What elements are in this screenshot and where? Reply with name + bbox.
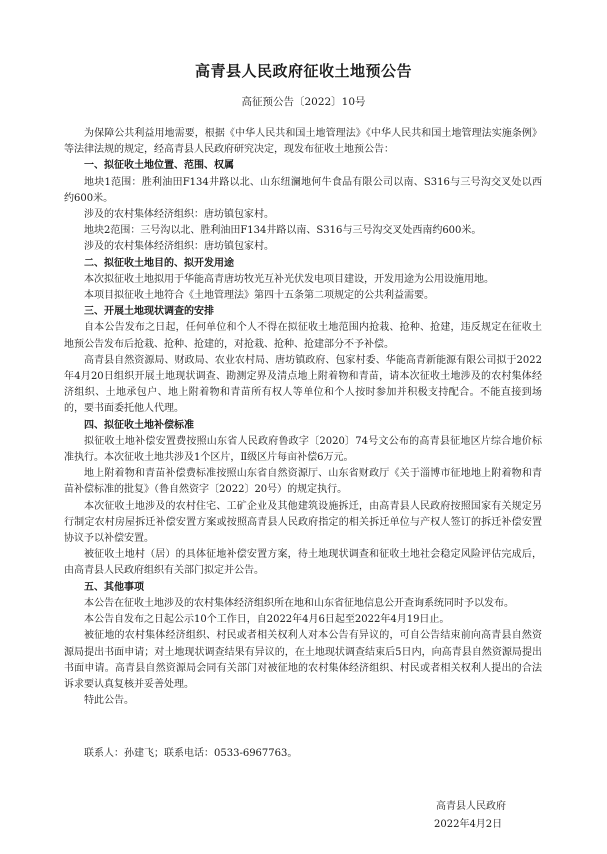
paragraph: 涉及的农村集体经济组织：唐坊镇包家村。: [84, 209, 274, 221]
paragraph: 被征收土地村（居）的具体征地补偿安置方案，待土地现状调查和征收土地社会稳定风险评估完成后，由高青县人民政府组织有关部门拟定并公告。: [64, 549, 542, 577]
paragraph: 拟征收土地补偿安置费按照山东省人民政府鲁政字〔2020〕74号文公布的高青县征地区片综合地价标准执行。本次征收土地共涉及1个区片，Ⅱ级区片每亩补偿6万元。: [64, 435, 542, 464]
section-heading: 四、拟征收土地补偿标准: [84, 419, 194, 431]
section-heading: 五、其他事项: [84, 581, 144, 593]
paragraph: 本次拟征收土地拟用于华能高青唐坊牧光互补光伏发电项目建设，开发用途为公用设施用地。: [84, 273, 494, 285]
paragraph: 特此公告。: [84, 695, 134, 707]
paragraph: 高青县自然资源局、财政局、农业农村局、唐坊镇政府、包家村委、华能高青新能源有限公司拟于2022年4月20日组织开展土地现状调查、勘测定界及清点地上附着物和青苗，请本次征收土地涉及的农村集体经济组织、土地承包户、地上附着物和青苗所有权人等单位和个人按时参加并积极支持配合。不能直接到场的，要书面委托他人代理。: [64, 354, 542, 415]
signature-date: 2022年4月2日: [434, 819, 503, 830]
paragraph: 本公告自发布之日起公示10个工作日，自2022年4月6日起至2022年4月19日止。: [84, 614, 450, 626]
section-heading: 三、开展土地现状调查的安排: [84, 306, 214, 318]
paragraph: 被征地的农村集体经济组织、村民或者相关权利人对本公告有异议的，可自公告结束前向高青县自然资源局提出书面申请；对土地现状调查结果有异议的，在土地现状调查结束后5日内，向高青县自然资源局提出书面申请。高青县自然资源局会同有关部门对被征地的农村集体经济组织、村民或者相关权利人提出的合法诉求要认真复核并妥善处理。: [64, 630, 542, 690]
paragraph: 涉及的农村集体经济组织：唐坊镇包家村。: [84, 241, 274, 253]
paragraph: 地块1范围：胜利油田F134井路以北、山东纽澜地何牛食品有限公司以南、S316与三号沟交叉处以西约600米。: [64, 176, 542, 204]
paragraph: 本次征收土地涉及的农村住宅、工矿企业及其他建筑设施拆迁，由高青县人民政府按照国家有关规定另行制定农村房屋拆迁补偿安置方案或按照高青县人民政府指定的相关拆迁单位与产权人签订的拆迁补偿安置协议予以补偿安置。: [64, 500, 542, 545]
paragraph: 自本公告发布之日起，任何单位和个人不得在拟征收土地范围内抢栽、抢种、抢建，违反规定在征收土地预公告发布后抢栽、抢种、抢建的，对抢栽、抢种、抢建部分不予补偿。: [64, 322, 542, 350]
paragraph: 地块2范围：三号沟以北、胜利油田F134井路以南、S316与三号沟交叉处西南约600米。: [84, 225, 482, 237]
paragraph: 为保障公共利益用地需要，根据《中华人民共和国土地管理法》《中华人民共和国土地管理法实施条例》等法律法规的规定，经高青县人民政府研究决定，现发布征收土地预公告：: [64, 128, 542, 156]
section-heading: 二、拟征收土地目的、拟开发用途: [84, 257, 234, 269]
signature-organization: 高青县人民政府: [436, 801, 506, 812]
paragraph: 本项目拟征收土地符合《土地管理法》第四十五条第二项规定的公共利益需要。: [84, 290, 434, 302]
paragraph: 本公告在征收土地涉及的农村集体经济组织所在地和山东省征地信息公开查询系统同时予以发布。: [84, 597, 514, 609]
contact-info: 联系人：孙建飞；联系电话：0533-6967763。: [84, 748, 298, 759]
paragraph: 地上附着物和青苗补偿费标准按照山东省自然资源厅、山东省财政厅《关于淄博市征地地上附着物和青苗补偿标准的批复》（鲁自然资字〔2022〕20号）的规定执行。: [64, 468, 542, 496]
document-number: 高征预公告〔2022〕10号: [241, 96, 366, 108]
notice-title: 高青县人民政府征收土地预公告: [194, 62, 412, 80]
notice-body: [64, 126, 542, 709]
section-heading: 一、拟征收土地位置、范围、权属: [84, 160, 234, 172]
